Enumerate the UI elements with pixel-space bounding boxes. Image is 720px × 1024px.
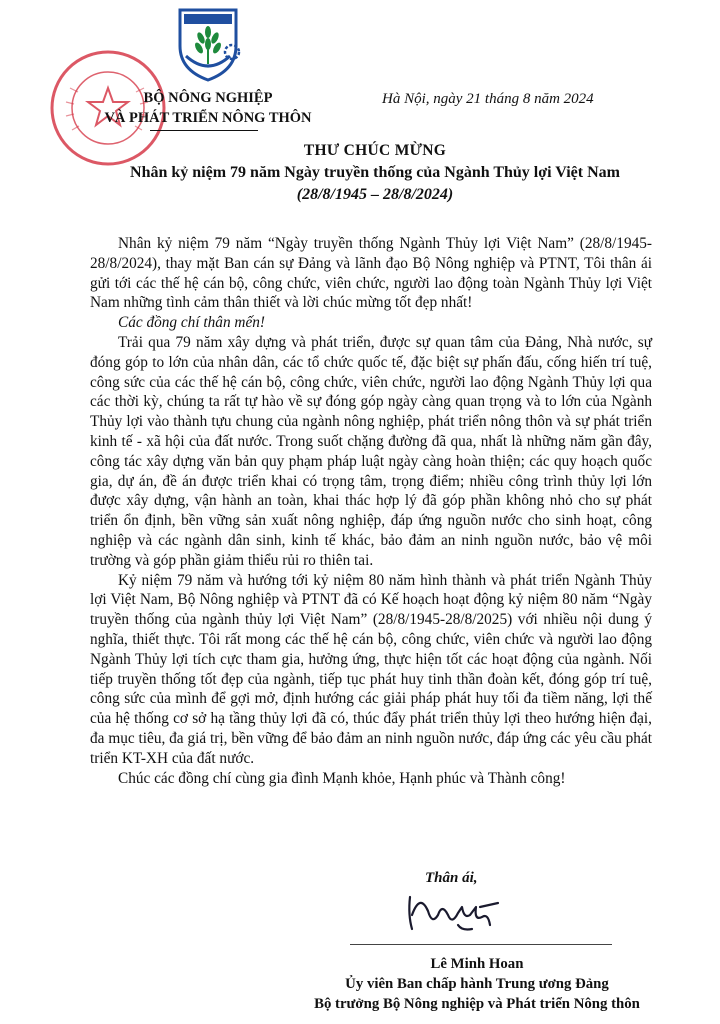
letter-dates: (28/8/1945 – 28/8/2024) [296,186,454,203]
signer-block [282,954,672,1014]
letter-heading [90,140,660,206]
ministry-logo-icon [172,6,244,84]
signature-rule [350,944,612,945]
paragraph-1: Nhân kỷ niệm 79 năm “Ngày truyền thống Ngành Thủy lợi Việt Nam” (28/8/1945-28/8/2024), thay mặt Ban cán sự Đảng và lãnh đạo Bộ Nông nghiệp và PTNT, Tôi thân ái gửi tới các thế hệ cán bộ, công chức, viên chức, người lao động toàn Ngành Thủy lợi Việt Nam những tình cảm thân thiết và lời chúc mừng tốt đẹp nhất! [90,235,652,312]
place-date: Hà Nội, ngày 21 tháng 8 năm 2024 [382,91,594,107]
paragraph-4: Chúc các đồng chí cùng gia đình Mạnh khỏe, Hạnh phúc và Thành công! [118,769,566,787]
org-line-2: VÀ PHÁT TRIỂN NÔNG THÔN [104,110,312,126]
org-underline [150,130,258,131]
org-line-1: BỘ NÔNG NGHIỆP [143,90,273,106]
issuing-organization [92,88,324,128]
signature-icon [402,885,512,941]
greeting: Các đồng chí thân mến! [118,314,265,332]
signer-name: Lê Minh Hoan [430,956,524,972]
signer-title-2: Bộ trưởng Bộ Nông nghiệp và Phát triển Nông thôn [314,996,640,1012]
sign-off: Thân ái, [425,870,478,886]
letter-body [90,234,652,788]
paragraph-2: Trải qua 79 năm xây dựng và phát triển, được sự quan tâm của Đảng, Nhà nước, sự đóng góp to lớn của nhân dân, các tổ chức quốc tế, đặc biệt sự phấn đấu, cống hiến trí tuệ, công sức của các thế hệ cán bộ, công chức, viên chức, người lao động Ngành Thủy lợi qua các thời kỳ, chúng ta rất tự hào về sự đóng góp ngày càng quan trọng và to lớn của Ngành Thủy lợi vào thành tựu chung của ngành nông nghiệp, phát triển nông thôn và sự phát triển kinh tế - xã hội của đất nước. Trong suốt chặng đường đã qua, nhất là những năm gần đây, công tác xây dựng văn bản quy phạm pháp luật ngày càng hoàn thiện; các quy hoạch quốc gia, dự án, đề án được triển khai có trọng tâm, trọng điểm; nhiều công trình thủy lợi lớn được xây dựng, vận hành an toàn, khai thác hợp lý đã góp phần không nhỏ cho sự phát triển ổn định, bền vững sản xuất nông nghiệp, đáp ứng nguồn nước cho sinh hoạt, công nghiệp và các ngành dân sinh, kinh tế khác, bảo đảm an ninh nguồn nước, bảo vệ môi trường và góp phần giảm thiểu rủi ro thiên tai. [90,333,652,569]
paragraph-3: Kỷ niệm 79 năm và hướng tới kỷ niệm 80 năm hình thành và phát triển Ngành Thủy lợi Việt Nam, Bộ Nông nghiệp và PTNT đã có Kế hoạch hoạt động kỷ niệm 80 năm “Ngày truyền thống của ngành thủy lợi Việt Nam” (28/8/1945-28/8/2025) với nhiều nội dung ý nghĩa, thiết thực. Tôi rất mong các thế hệ cán bộ, công chức, viên chức và người lao động Ngành Thủy lợi tích cực tham gia, hưởng ứng, thực hiện tốt các hoạt động của ngành. Nối tiếp truyền thống tốt đẹp của ngành, tiếp tục phát huy tinh thần đoàn kết, đóng góp trí tuệ, công sức của mình để gợi mở, định hướng các giải pháp phát huy tối đa tiềm năng, lợi thế của hệ thống cơ sở hạ tầng thủy lợi đã có, thúc đẩy phát triển thủy lợi theo hướng hiện đại, đa mục tiêu, đa giá trị, bền vững để bảo đảm an ninh nguồn nước, đáp ứng các yêu cầu phát triển KT-XH của đất nước. [90,571,652,767]
letter-subtitle: Nhân kỷ niệm 79 năm Ngày truyền thống của Ngành Thủy lợi Việt Nam [130,164,620,181]
letter-title: THƯ CHÚC MỪNG [303,142,447,159]
signer-title-1: Ủy viên Ban chấp hành Trung ương Đảng [345,976,609,992]
